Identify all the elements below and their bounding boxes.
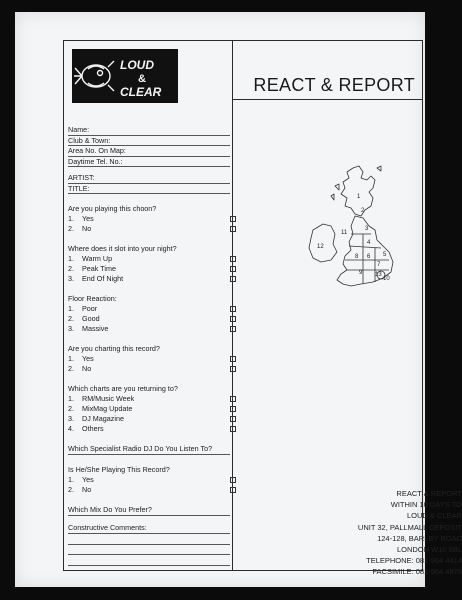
- option-label: No: [82, 364, 92, 373]
- option-label: Poor: [82, 304, 98, 313]
- option-poor: 1. Poor: [68, 304, 230, 314]
- club-town-label: Club & Town:: [68, 135, 111, 145]
- map-region-label: 1: [357, 194, 361, 200]
- title-label: TITLE:: [68, 183, 90, 193]
- option-peak-time: 2. Peak Time: [68, 264, 230, 274]
- checkbox[interactable]: [230, 316, 236, 322]
- option-dj-playing-yes: 1. Yes: [68, 475, 230, 485]
- checkbox[interactable]: [230, 226, 236, 232]
- logo-word-loud: LOUD: [120, 58, 154, 72]
- map-region-label: 13: [375, 272, 382, 278]
- question-slot: Where does it slot into your night?: [68, 244, 177, 253]
- address-line: FACSIMILE: 081-964 4876: [372, 567, 462, 577]
- option-label: Massive: [82, 324, 109, 333]
- map-region-label: 12: [317, 244, 324, 250]
- logo-word-clear: CLEAR: [120, 85, 162, 99]
- question-charting: Are you charting this record?: [68, 344, 160, 353]
- loud-and-clear-logo: [72, 49, 178, 103]
- report-form: [68, 125, 230, 566]
- option-others: 4. Others: [68, 424, 230, 434]
- option-label: Yes: [82, 354, 94, 363]
- daytime-tel-field[interactable]: [68, 157, 230, 168]
- map-ireland: [309, 224, 337, 262]
- checkbox[interactable]: [230, 306, 236, 312]
- map-islands: [331, 166, 381, 200]
- address-line: REACT & REPORT: [396, 489, 462, 498]
- option-label: Others: [82, 424, 104, 433]
- option-label: Warm Up: [82, 254, 113, 263]
- checkbox[interactable]: [230, 276, 236, 282]
- question-he-she-playing: Is He/She Playing This Record?: [68, 465, 170, 474]
- question-comments[interactable]: Constructive Comments:: [68, 522, 230, 534]
- address-line: 124-128, BARLBY ROAD: [377, 533, 462, 543]
- checkbox[interactable]: [230, 256, 236, 262]
- option-dj-playing-no: 2. No: [68, 485, 230, 495]
- area-number-label: Area No. On Map:: [68, 146, 126, 155]
- club-town-field[interactable]: [68, 136, 230, 147]
- option-massive: 3. Massive: [68, 324, 230, 334]
- map-region-label: 6: [367, 254, 371, 260]
- address-line: TELEPHONE: 081-964 4414: [366, 556, 462, 566]
- address-line: LOUD & CLEAR: [406, 511, 462, 521]
- option-label: Peak Time: [82, 264, 116, 273]
- option-label: End Of Night: [82, 274, 124, 283]
- form-frame: [63, 40, 462, 577]
- page-title: REACT & REPORT: [253, 75, 415, 95]
- option-charting-no: 2. No: [68, 364, 230, 374]
- map-region-label: 2: [361, 208, 365, 214]
- option-label: RM/Music Week: [82, 394, 135, 403]
- daytime-tel-label: Daytime Tel. No.:: [68, 156, 123, 166]
- area-number-field[interactable]: [68, 146, 230, 157]
- logo-ampersand: &: [138, 73, 146, 85]
- option-end-of-night: 3. End Of Night: [68, 274, 230, 284]
- option-label: MixMag Update: [82, 404, 133, 413]
- map-region-label: 10: [383, 276, 390, 282]
- map-scotland: [341, 166, 375, 216]
- map-region-label: 3: [365, 226, 369, 232]
- map-region-label: 11: [341, 230, 348, 236]
- map-region-label: 8: [355, 254, 359, 260]
- map-region-label: 5: [383, 252, 387, 258]
- checkbox[interactable]: [230, 396, 236, 402]
- address-line: UNIT 32, PALLMALL DEPOSIT: [357, 522, 462, 532]
- option-label: Good: [82, 314, 100, 323]
- question-radio-dj[interactable]: Which Specialist Radio DJ Do You Listen To?: [68, 443, 230, 455]
- option-dj-magazine: 3. DJ Magazine: [68, 414, 230, 424]
- option-good: 2. Good: [68, 314, 230, 324]
- comments-line[interactable]: [68, 534, 230, 545]
- comments-line[interactable]: [68, 545, 230, 556]
- checkbox[interactable]: [230, 356, 236, 362]
- option-label: No: [82, 224, 92, 233]
- checkbox[interactable]: [230, 406, 236, 412]
- option-mixmag-update: 2. MixMag Update: [68, 404, 230, 414]
- artist-field[interactable]: [68, 173, 230, 184]
- logo-graphic: [72, 49, 178, 103]
- checkbox[interactable]: [230, 487, 236, 493]
- name-label: Name:: [68, 125, 90, 134]
- checkbox[interactable]: [230, 426, 236, 432]
- option-label: Yes: [82, 214, 94, 223]
- report-sheet: [15, 12, 462, 587]
- address-line: WITHIN 10 DAYS TO: [390, 500, 462, 510]
- option-warm-up: 1. Warm Up: [68, 254, 230, 264]
- checkbox[interactable]: [230, 416, 236, 422]
- checkbox[interactable]: [230, 326, 236, 332]
- option-playing-no: 2. No: [68, 224, 230, 234]
- question-charts: Which charts are you returning to?: [68, 384, 178, 393]
- checkbox[interactable]: [230, 477, 236, 483]
- address-line: LONDON W10 6BL: [396, 545, 462, 555]
- title-field[interactable]: [68, 184, 230, 195]
- return-address: [336, 488, 462, 578]
- checkbox[interactable]: [230, 266, 236, 272]
- option-label: Yes: [82, 475, 94, 484]
- map-region-label: 7: [377, 262, 381, 268]
- header-divider: [232, 99, 422, 100]
- option-charting-yes: 1. Yes: [68, 354, 230, 364]
- question-floor-reaction: Floor Reaction:: [68, 294, 117, 303]
- uk-area-map: [301, 164, 411, 314]
- question-playing: Are you playing this choon?: [68, 204, 157, 213]
- comments-line[interactable]: [68, 555, 230, 566]
- option-playing-yes: 1. Yes: [68, 214, 230, 224]
- option-label: No: [82, 485, 92, 494]
- option-rm-music-week: 1. RM/Music Week: [68, 394, 230, 404]
- option-label: DJ Magazine: [82, 414, 124, 423]
- checkbox[interactable]: [230, 366, 236, 372]
- map-region-label: 9: [359, 270, 363, 276]
- artist-label: ARTIST:: [68, 173, 95, 182]
- question-mix-preference[interactable]: Which Mix Do You Prefer?: [68, 504, 230, 516]
- checkbox[interactable]: [230, 216, 236, 222]
- map-region-label: 4: [367, 240, 371, 246]
- name-field[interactable]: [68, 125, 230, 136]
